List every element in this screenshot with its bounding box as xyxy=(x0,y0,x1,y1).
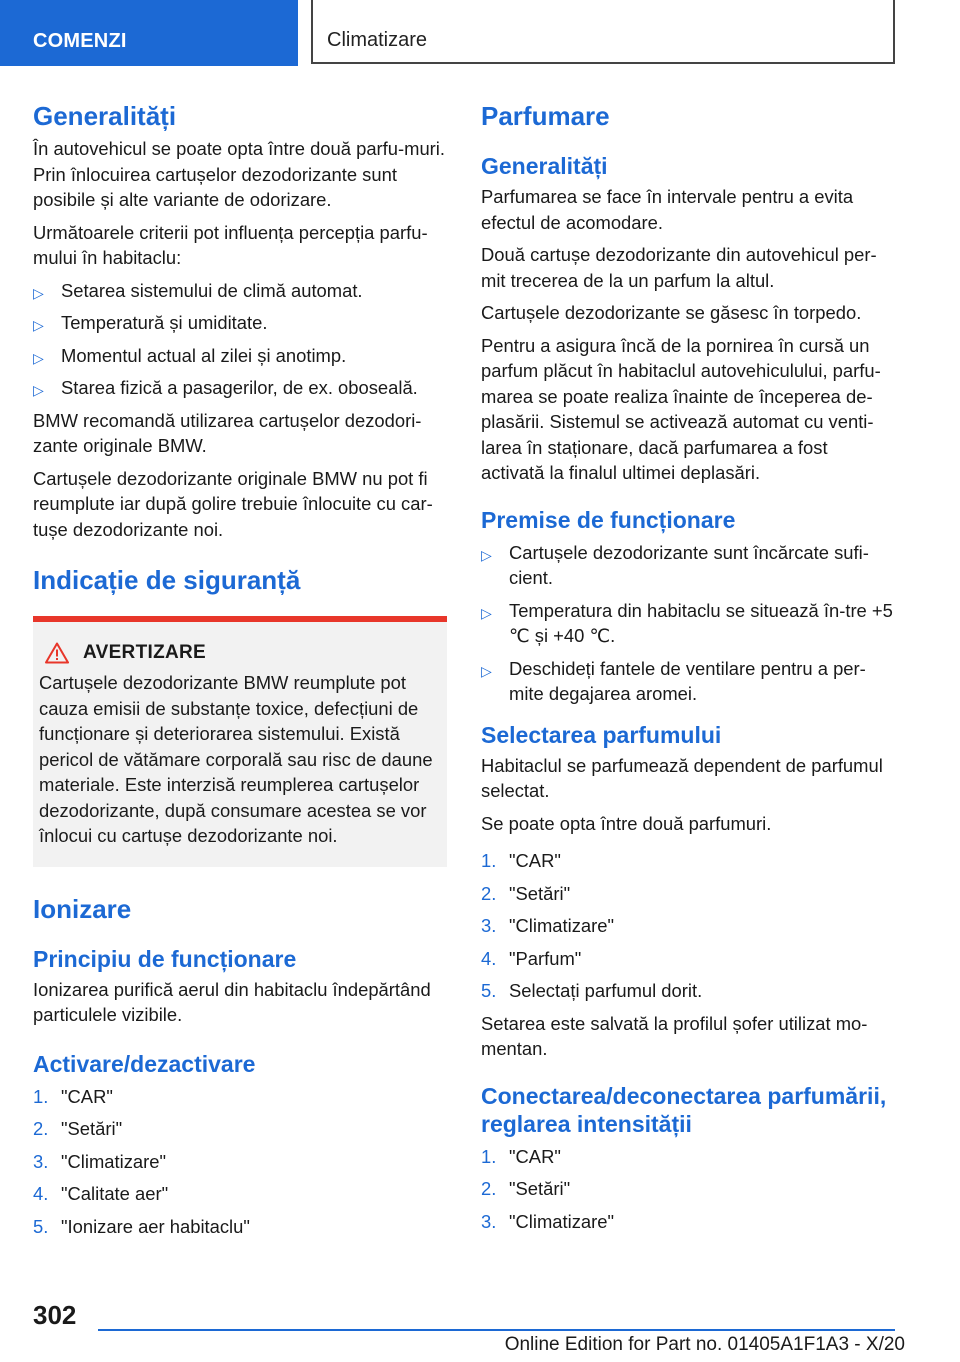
paragraph: Se poate opta între două parfumuri. xyxy=(481,812,772,834)
paragraph: BMW recomandă utilizarea cartușelor dezodori-zante originale BMW. xyxy=(33,409,422,456)
triangle-right-icon: ▷ xyxy=(481,604,492,621)
list-item: 1. "CAR" xyxy=(33,1085,113,1107)
warning-triangle-icon xyxy=(45,642,69,664)
paragraph: Cartușele dezodorizante se găsesc în torpedo. xyxy=(481,302,862,323)
warning-text: Cartușele dezodorizante BMW reumplute pot cauza emisii de substanțe toxice, defecțiuni de funcționare și deteriorarea sistemului. Există pericol de vătămare corporală sau risc de daune materiale. Este interzisă reumplerea cartușelor dezodorizante, după consumare acestea se vor înlocui cu cartușe dezodorizante noi. xyxy=(39,672,433,846)
activation-steps xyxy=(33,1084,447,1240)
heading-parfumare: Parfumare xyxy=(481,101,610,131)
heading-indicatie-siguranta: Indicație de siguranță xyxy=(33,565,301,595)
heading-premise: Premise de funcționare xyxy=(481,506,736,533)
list-item: ▷ Setarea sistemului de climă automat. xyxy=(33,278,447,304)
heading-conectare: Conectarea/deconectarea parfumării, reglarea intensității xyxy=(481,1082,887,1137)
list-item: 2. "Setări" xyxy=(33,1118,123,1139)
list-item: 4. "Calitate aer" xyxy=(33,1183,169,1204)
list-item: ▷ Starea fizică a pasagerilor, de ex. oboseală. xyxy=(33,375,447,401)
footer-edition: Online Edition for Part no. 01405A1F1A3 - X/20 xyxy=(504,1334,905,1355)
list-item: 1. "CAR" xyxy=(481,850,561,871)
paragraph: Parfumarea se face în intervale pentru a evita efectul de acomodare. xyxy=(481,186,854,233)
triangle-right-icon: ▷ xyxy=(33,382,44,398)
heading-selectare: Selectarea parfumului xyxy=(481,721,722,748)
paragraph: Cartușele dezodorizante originale BMW nu pot fi reumplute iar după golire trebuie înlocuite cu car-tușe dezodorizante noi. xyxy=(33,467,433,540)
heading-activare: Activare/dezactivare xyxy=(33,1050,256,1077)
select-steps xyxy=(481,848,895,1004)
list-item: 5. "Ionizare aer habitaclu" xyxy=(33,1215,250,1237)
triangle-right-icon: ▷ xyxy=(33,317,44,333)
triangle-right-icon: ▷ xyxy=(481,546,492,563)
warning-box xyxy=(33,616,447,867)
paragraph: Două cartușe dezodorizante din autovehicul per-mit trecerea de la un parfum la altul. xyxy=(481,244,877,291)
paragraph: Habitaclul se parfumează dependent de parfumul selectat. xyxy=(481,754,883,801)
premise-list xyxy=(481,540,895,707)
chapter-tab[interactable]: COMENZI xyxy=(0,0,298,66)
paragraph: Următoarele criterii pot influența percepția parfu-mului în habitaclu: xyxy=(33,221,428,268)
paragraph: Ionizarea purifică aerul din habitaclu îndepărtând particulele vizibile. xyxy=(33,978,431,1025)
heading-ionizare: Ionizare xyxy=(33,893,132,924)
list-item: 2. "Setări" xyxy=(481,882,571,904)
top-bar xyxy=(0,0,960,66)
list-item: ▷ Cartușele dezodorizante sunt încărcate sufi-cient. xyxy=(481,541,869,588)
list-item: 1. "CAR" xyxy=(481,1145,561,1167)
page-number: 302 xyxy=(33,1300,77,1330)
heading-generalitati: Generalități xyxy=(33,101,177,131)
list-item: 2. "Setări" xyxy=(481,1178,571,1199)
criteria-list xyxy=(33,278,447,401)
paragraph: Setarea este salvată la profilul șofer utilizat mo-mentan. xyxy=(481,1012,868,1059)
connect-steps xyxy=(481,1144,895,1235)
heading-principiu: Principiu de funcționare xyxy=(33,945,297,972)
triangle-right-icon: ▷ xyxy=(33,349,44,366)
list-item: 3. "Climatizare" xyxy=(33,1150,167,1172)
triangle-right-icon: ▷ xyxy=(33,284,44,301)
left-column xyxy=(33,100,447,1246)
warning-title: AVERTIZARE xyxy=(83,642,206,663)
list-item: 3. "Climatizare" xyxy=(481,1210,615,1232)
footer-divider xyxy=(98,1329,895,1331)
list-item: ▷ Deschideți fantele de ventilare pentru a per-mite degajarea aromei. xyxy=(481,657,866,704)
list-item: 3. "Climatizare" xyxy=(481,915,615,936)
list-item: ▷ Momentul actual al zilei și anotimp. xyxy=(33,343,447,369)
triangle-right-icon: ▷ xyxy=(481,662,492,679)
paragraph: Pentru a asigura încă de la pornirea în cursă un parfum plăcut în habitaclul autovehiculului, parfu-marea se poate realiza înainte de începerea de-plasării. Sistemul se activează automat cu venti-larea în staționare, dacă parfumarea a fost activată la finalul ultimei deplasări. xyxy=(481,334,881,483)
paragraph: În autovehicul se poate opta între două parfu-muri. Prin înlocuirea cartușelor dezodorizante sunt posibile și alte variante de odorizare. xyxy=(33,138,446,210)
right-column xyxy=(481,100,895,1241)
list-item: 5. Selectați parfumul dorit. xyxy=(481,980,703,1001)
list-item: ▷ Temperatura din habitaclu se situează în-tre +5 ℃ și +40 ℃. xyxy=(481,599,893,646)
list-item: ▷ Temperatură și umiditate. xyxy=(33,310,447,336)
section-tab[interactable]: Climatizare xyxy=(311,0,895,64)
heading-generalitati-parfum: Generalități xyxy=(481,153,608,179)
list-item: 4. "Parfum" xyxy=(481,947,582,969)
